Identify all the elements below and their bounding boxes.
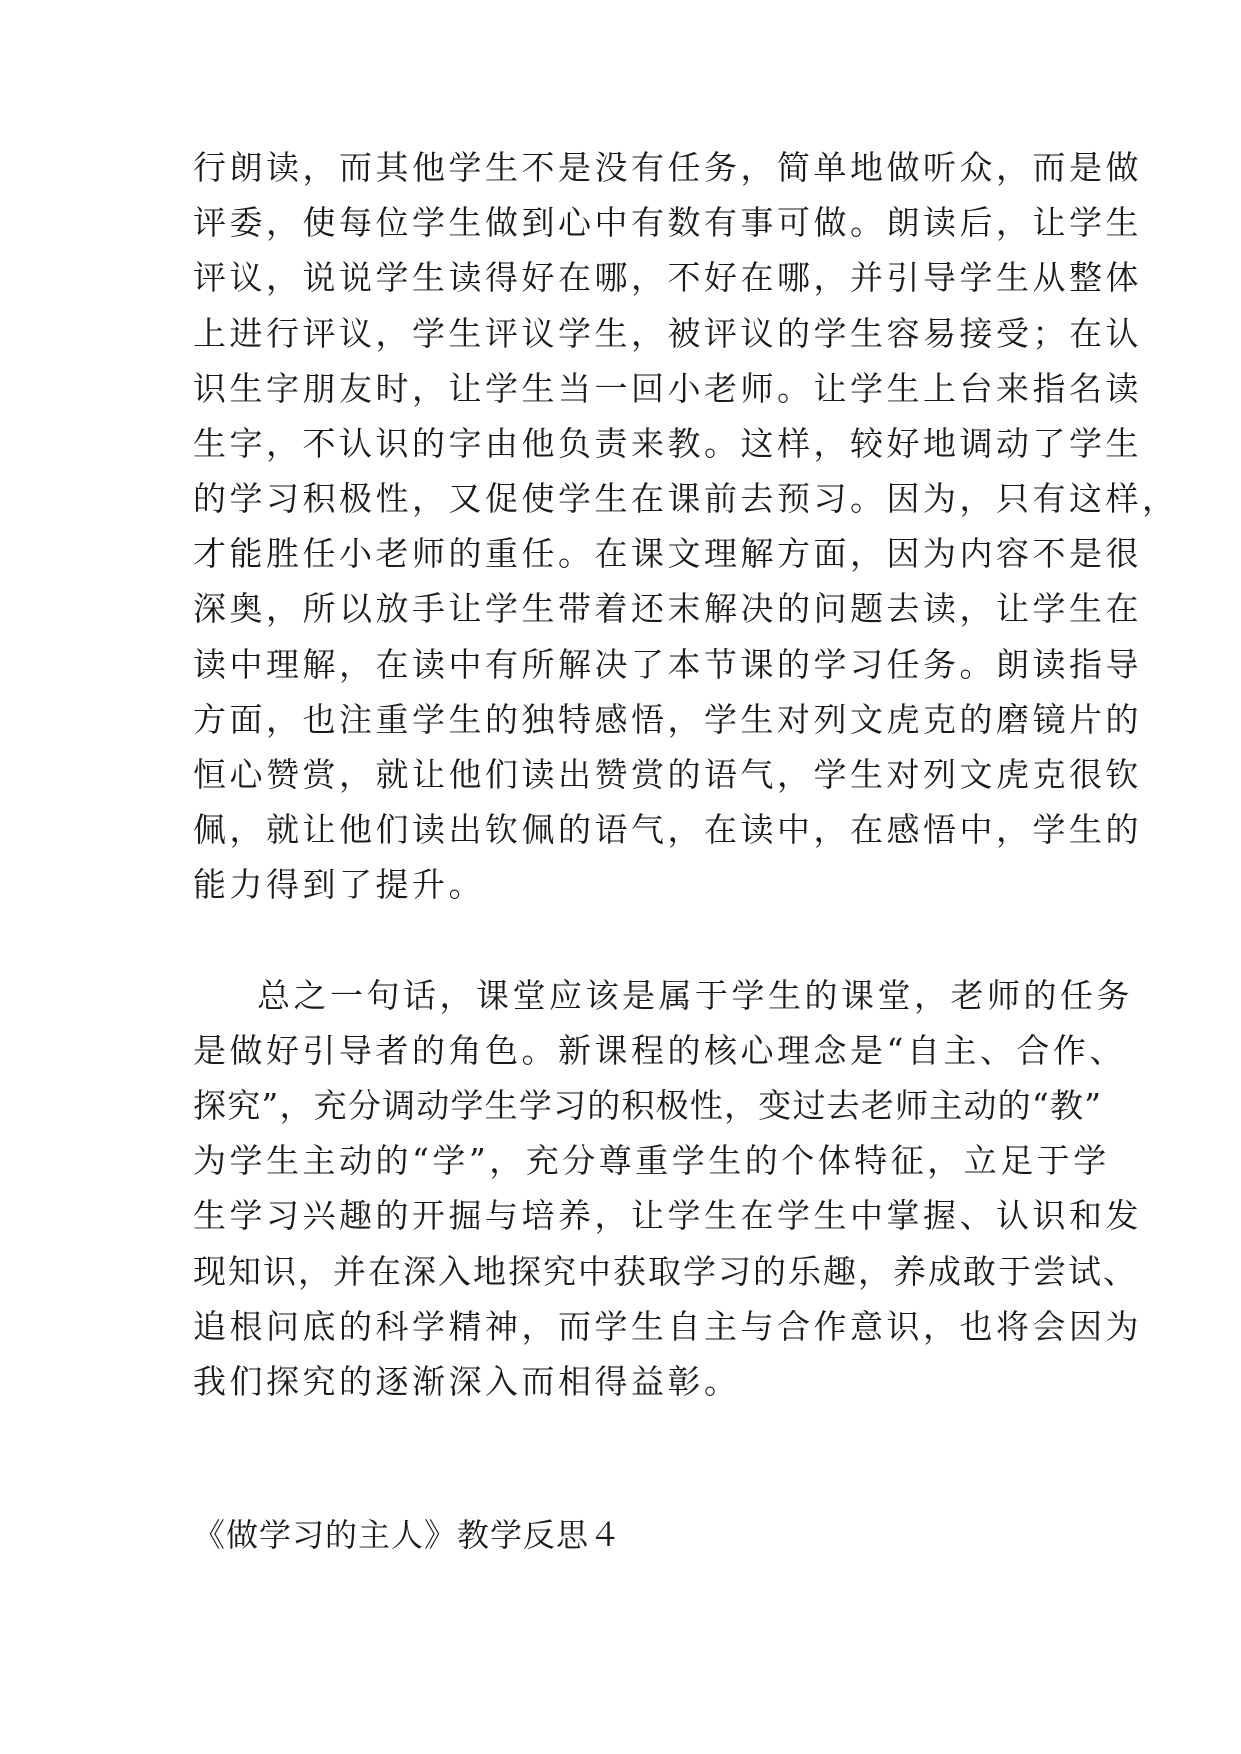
section-heading: 《做学习的主人》教学反思４ xyxy=(193,1516,623,1554)
text-line: 才能胜任小老师的重任。在课文理解方面，因为内容不是很 xyxy=(193,534,1142,573)
text-line: 评议，说说学生读得好在哪，不好在哪，并引导学生从整体 xyxy=(193,258,1142,297)
text-line: 评委，使每位学生做到心中有数有事可做。朗读后，让学生 xyxy=(193,203,1142,242)
text-line: 行朗读，而其他学生不是没有任务，简单地做听众，而是做 xyxy=(193,148,1142,187)
text-line: 读中理解，在读中有所解决了本节课的学习任务。朗读指导 xyxy=(193,645,1142,684)
text-line: 生学习兴趣的开掘与培养，让学生在学生中掌握、认识和发 xyxy=(193,1196,1142,1235)
text-line: 总之一句话，课堂应该是属于学生的课堂，老师的任务 xyxy=(257,976,1133,1015)
text-line: 追根问底的科学精神，而学生自主与合作意识，也将会因为 xyxy=(193,1307,1142,1346)
text-line: 探究”，充分调动学生学习的积极性，变过去老师主动的“教” xyxy=(193,1086,1103,1125)
text-line: 现知识，并在深入地探究中获取学习的乐趣，养成敢于尝试、 xyxy=(193,1252,1138,1291)
text-line: 佩，就让他们读出钦佩的语气，在读中，在感悟中，学生的 xyxy=(193,810,1142,849)
text-line: 的学习积极性，又促使学生在课前去预习。因为，只有这样， xyxy=(193,479,1179,518)
text-line: 我们探究的逐渐深入而相得益彰。 xyxy=(193,1362,741,1401)
text-line: 深奥，所以放手让学生带着还末解决的问题去读，让学生在 xyxy=(193,589,1142,628)
text-line: 生字，不认识的字由他负责来教。这样，较好地调动了学生 xyxy=(193,424,1142,463)
text-line: 上进行评议，学生评议学生，被评议的学生容易接受；在认 xyxy=(193,314,1142,353)
text-line: 是做好引导者的角色。新课程的核心理念是“自主、合作、 xyxy=(193,1031,1126,1070)
text-line: 方面，也注重学生的独特感悟，学生对列文虎克的磨镜片的 xyxy=(193,700,1142,739)
text-line: 恒心赞赏，就让他们读出赞赏的语气，学生对列文虎克很钦 xyxy=(193,755,1142,794)
text-line: 为学生主动的“学”，充分尊重学生的个体特征，立足于学 xyxy=(193,1141,1110,1180)
text-line: 识生字朋友时，让学生当一回小老师。让学生上台来指名读 xyxy=(193,369,1142,408)
text-line: 能力得到了提升。 xyxy=(193,865,485,904)
